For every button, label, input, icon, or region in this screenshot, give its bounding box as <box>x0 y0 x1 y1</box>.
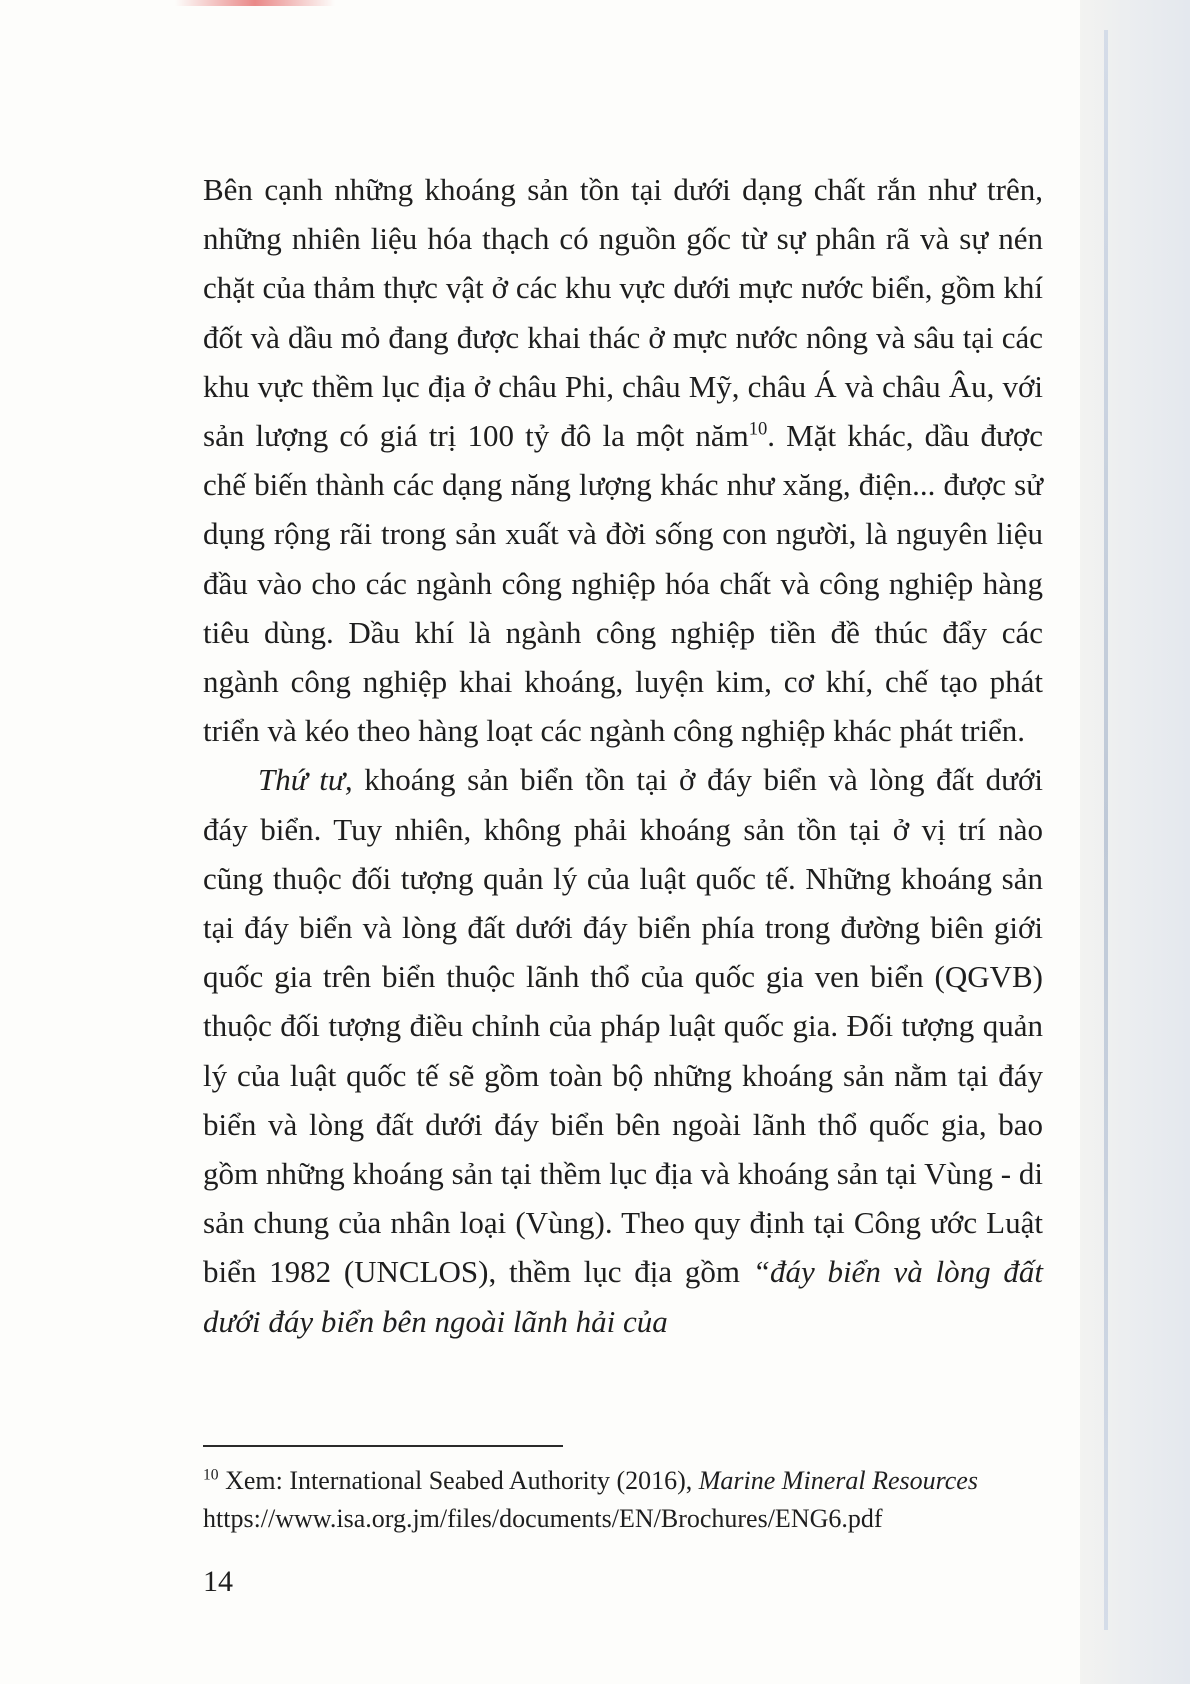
footnote-url: https://www.isa.org.jm/files/documents/EN/Brochures/ENG6.pdf <box>203 1504 883 1533</box>
paragraph-2-lead: Thứ tư, <box>258 762 353 798</box>
paragraph-1-text-b: . Mặt khác, dầu được chế biến thành các dạng năng lượng khác như xăng, điện... được sử dụng rộng rãi trong sản xuất và đời sống con người, là nguyên liệu đầu vào cho các ngành công nghiệp hóa chất và công nghiệp hàng tiêu dùng. Dầu khí là ngành công nghiệp tiền đề thúc đẩy các ngành công nghiệp khai khoáng, luyện kim, cơ khí, chế tạo phát triển và kéo theo hàng loạt các ngành công nghiệp khác phát triển. <box>203 418 1043 749</box>
footnote-reference: 10 <box>748 418 768 440</box>
footnote-text: Xem: International Seabed Authority (2016), <box>218 1466 699 1495</box>
body-text <box>203 165 1043 1346</box>
paragraph-2-quote: “đáy biển và lòng đất dưới đáy biển bên ngoài lãnh hải của <box>203 1254 1043 1339</box>
paragraph-1-text-a: Bên cạnh những khoáng sản tồn tại dưới dạng chất rắn như trên, những nhiên liệu hóa thạch có nguồn gốc từ sự phân rã và sự nén chặt của thảm thực vật ở các khu vực dưới mực nước biển, gồm khí đốt và dầu mỏ đang được khai thác ở mực nước nông và sâu tại các khu vực thềm lục địa ở châu Phi, châu Mỹ, châu Á và châu Âu, với sản lượng có giá trị 100 tỷ đô la một năm <box>203 172 1043 454</box>
footnote-citation <box>203 1462 1043 1500</box>
paragraph-2-text: khoáng sản biển tồn tại ở đáy biển và lòng đất dưới đáy biển. Tuy nhiên, không phải khoáng sản tồn tại ở vị trí nào cũng thuộc đối tượng quản lý của luật quốc tế. Những khoáng sản tại đáy biển và lòng đất dưới đáy biển phía trong đường biên giới quốc gia trên biển thuộc lãnh thổ của quốc gia ven biển (QGVB) thuộc đối tượng điều chỉnh của pháp luật quốc gia. Đối tượng quản lý của luật quốc tế sẽ gồm toàn bộ những khoáng sản nằm tại đáy biển và lòng đất dưới đáy biển bên ngoài lãnh thổ quốc gia, bao gồm những khoáng sản tại thềm lục địa và khoáng sản tại Vùng - di sản chung của nhân loại (Vùng). Theo quy định tại Công ước Luật biển 1982 (UNCLOS), thềm lục địa gồm <box>203 762 1043 1290</box>
binding-edge <box>1104 30 1108 1630</box>
footnote-separator <box>203 1445 563 1447</box>
paragraph-2 <box>203 755 1043 1345</box>
paragraph-1 <box>203 165 1043 755</box>
page-number: 14 <box>203 1565 233 1598</box>
footnote-title: Marine Mineral Resources <box>698 1466 978 1495</box>
footnote-number: 10 <box>203 1466 219 1484</box>
page-edge-shadow <box>1080 0 1190 1684</box>
scan-edge-mark <box>175 0 335 6</box>
footnote <box>203 1462 1043 1538</box>
